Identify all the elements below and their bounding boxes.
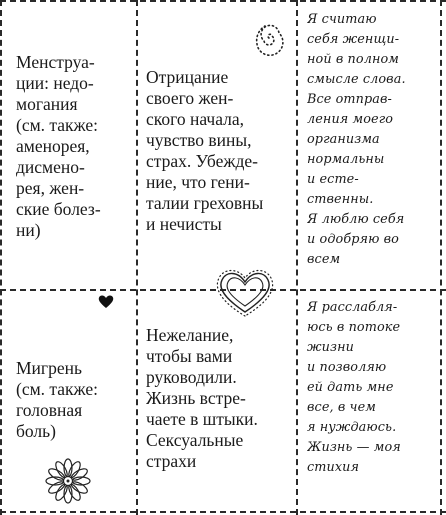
text-line: все, в чем: [307, 400, 376, 415]
text-line: Я считаю: [307, 12, 377, 27]
text-line: (см. также:: [16, 115, 99, 135]
text-line: (см. также:: [16, 379, 99, 399]
text-line: своего жен-: [146, 88, 234, 108]
column-divider-2: [296, 0, 298, 515]
text-line: аменорея,: [16, 136, 90, 156]
column-divider-1: [136, 0, 138, 515]
column-divider-left: [0, 0, 2, 515]
text-line: руководили.: [146, 367, 237, 387]
text-line: ей дать мне: [307, 380, 394, 395]
text-line: организма: [307, 132, 380, 147]
text-line: нормальны: [307, 152, 385, 167]
text-line: могания: [16, 94, 78, 114]
text-line: Менструа-: [16, 52, 95, 72]
row-2-cause: [146, 325, 294, 472]
row-1-affirmation: [307, 10, 439, 270]
text-line: смысле слова.: [307, 72, 406, 87]
text-line: ние, что гени-: [146, 172, 250, 192]
text-line: я нуждаюсь.: [307, 420, 397, 435]
text-line: ские болез-: [16, 199, 101, 219]
row-divider-top: [0, 0, 446, 2]
text-line: ления моего: [307, 112, 394, 127]
text-line: рея, жен-: [16, 178, 85, 198]
text-line: себя женщи-: [307, 32, 400, 47]
text-line: жизни: [307, 340, 354, 355]
row-1-cause: [146, 67, 294, 235]
text-line: Нежелание,: [146, 325, 234, 345]
text-line: Жизнь встре-: [146, 388, 246, 408]
text-line: и нечисты: [146, 214, 222, 234]
column-divider-right: [440, 0, 442, 515]
row-divider-bottom: [0, 511, 446, 513]
text-line: дисмено-: [16, 157, 85, 177]
text-line: и есте-: [307, 172, 359, 187]
text-line: юсь в потоке: [307, 320, 401, 335]
text-line: талии греховны: [146, 193, 264, 213]
text-line: ственны.: [307, 192, 374, 207]
text-line: ского начала,: [146, 109, 245, 129]
text-line: всем: [307, 252, 341, 267]
text-line: стихия: [307, 460, 360, 475]
text-line: боль): [16, 421, 56, 441]
text-line: Все отправ-: [307, 92, 392, 107]
text-line: страхи: [146, 451, 197, 471]
text-line: ной в полном: [307, 52, 399, 67]
text-line: Сексуальные: [146, 430, 244, 450]
text-line: Я расслабля-: [307, 300, 398, 315]
text-line: головная: [16, 400, 83, 420]
text-line: Я люблю себя: [307, 212, 405, 227]
text-line: ции: недо-: [16, 73, 94, 93]
heart-doodle-icon: [216, 268, 274, 318]
text-line: чувство вины,: [146, 130, 252, 150]
text-line: чаете в штыки.: [146, 409, 258, 429]
text-line: Мигрень: [16, 358, 82, 378]
text-line: и позволяю: [307, 360, 387, 375]
text-line: чтобы вами: [146, 346, 233, 366]
text-line: ни): [16, 220, 41, 240]
flower-doodle-icon: [44, 456, 92, 506]
text-line: и одобряю во: [307, 232, 399, 247]
spiral-doodle-icon: [244, 12, 294, 62]
text-line: Отрицание: [146, 67, 229, 87]
row-2-affirmation: [307, 298, 439, 478]
small-heart-icon: [98, 294, 114, 309]
row-2-problem: [16, 358, 134, 442]
row-1-problem: [16, 52, 134, 241]
text-line: страх. Убежде-: [146, 151, 258, 171]
text-line: Жизнь — моя: [307, 440, 401, 455]
